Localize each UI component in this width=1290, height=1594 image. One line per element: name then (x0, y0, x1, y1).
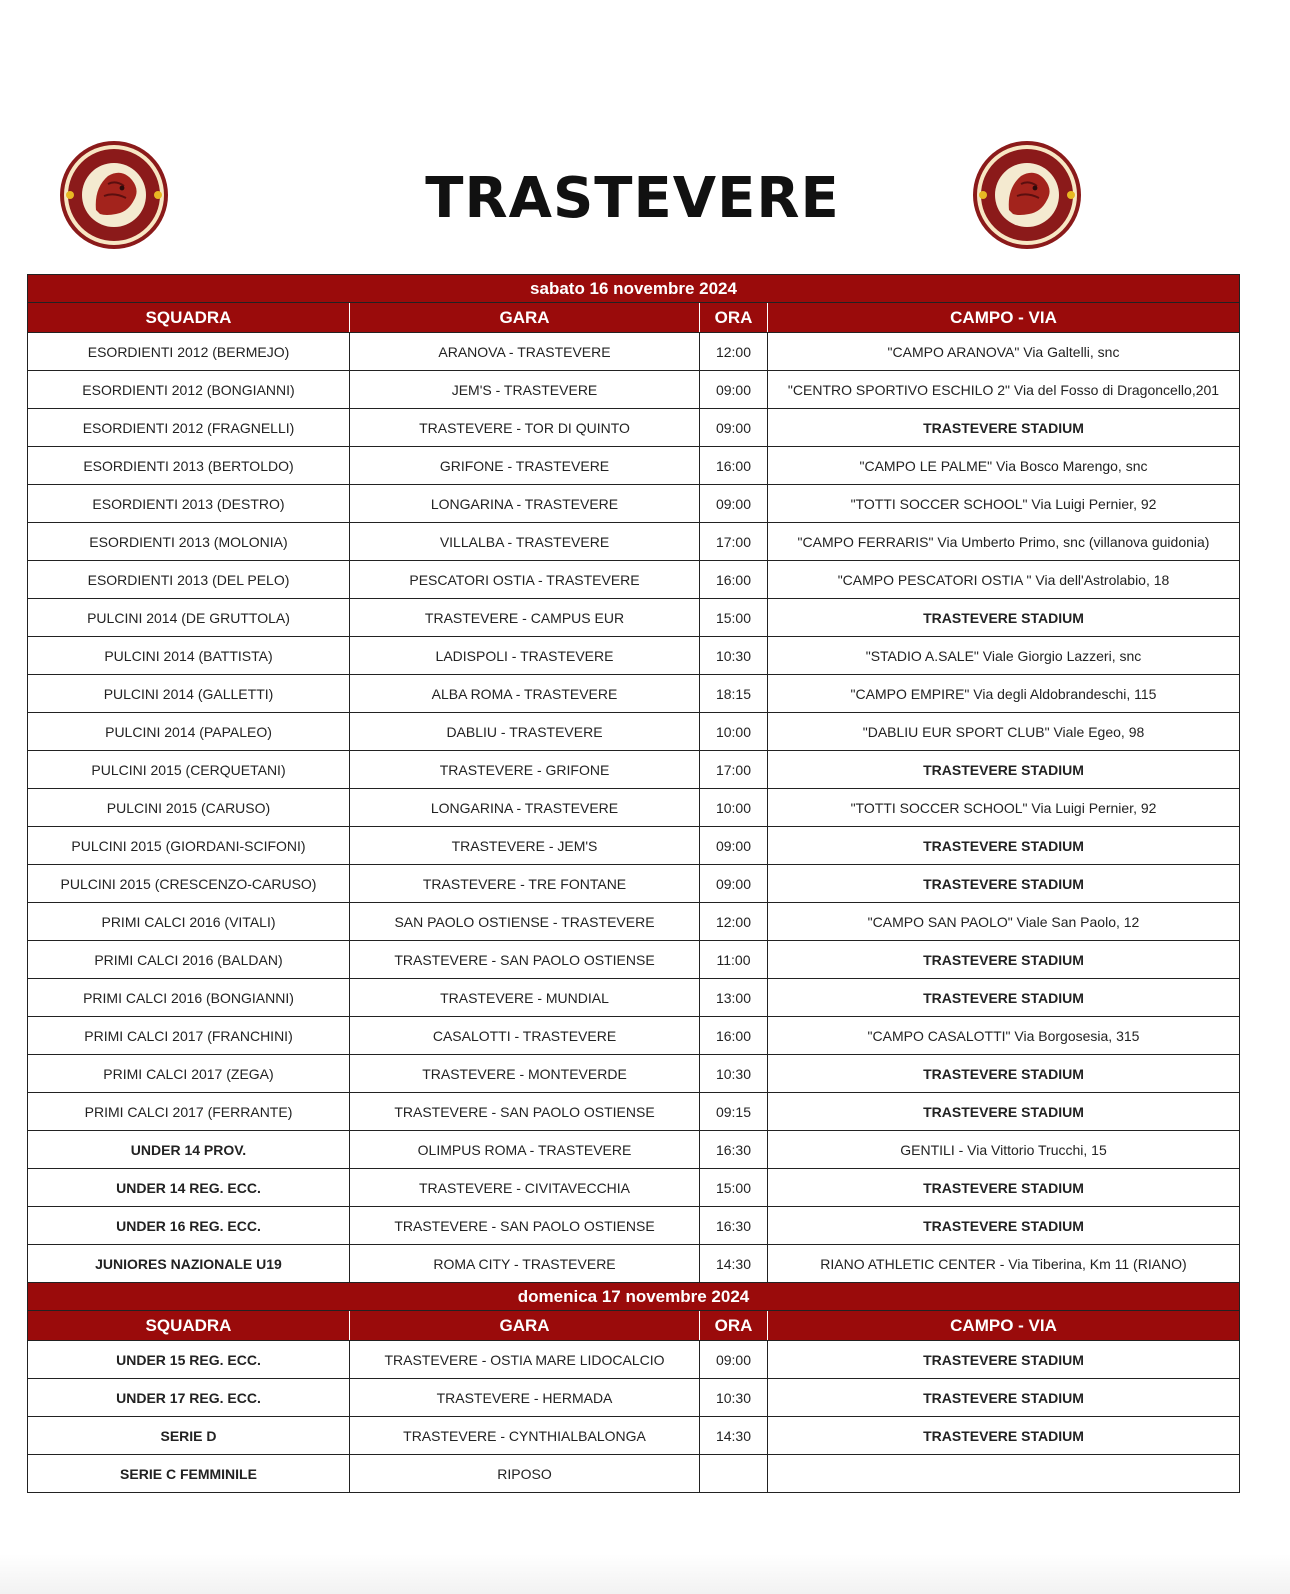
cell-ora: 16:00 (700, 561, 768, 599)
column-header-row (28, 1311, 1240, 1341)
cell-gara: PESCATORI OSTIA - TRASTEVERE (350, 561, 700, 599)
cell-gara: TRASTEVERE - CYNTHIALBALONGA (350, 1417, 700, 1455)
cell-squadra: PRIMI CALCI 2017 (ZEGA) (28, 1055, 350, 1093)
cell-gara: ARANOVA - TRASTEVERE (350, 333, 700, 371)
cell-ora (700, 1455, 768, 1493)
cell-squadra: PULCINI 2015 (CERQUETANI) (28, 751, 350, 789)
cell-campo: TRASTEVERE STADIUM (768, 599, 1240, 637)
cell-gara: ALBA ROMA - TRASTEVERE (350, 675, 700, 713)
cell-ora: 09:15 (700, 1093, 768, 1131)
cell-campo: TRASTEVERE STADIUM (768, 1379, 1240, 1417)
bottom-fade (0, 1554, 1290, 1594)
cell-campo: "STADIO A.SALE" Viale Giorgio Lazzeri, snc (768, 637, 1240, 675)
cell-gara: TRASTEVERE - TRE FONTANE (350, 865, 700, 903)
table-row (28, 1093, 1240, 1131)
cell-squadra: ESORDIENTI 2013 (DEL PELO) (28, 561, 350, 599)
cell-gara: TRASTEVERE - GRIFONE (350, 751, 700, 789)
cell-ora: 09:00 (700, 1341, 768, 1379)
cell-gara: ROMA CITY - TRASTEVERE (350, 1245, 700, 1283)
cell-gara: TRASTEVERE - TOR DI QUINTO (350, 409, 700, 447)
cell-campo: "DABLIU EUR SPORT CLUB" Viale Egeo, 98 (768, 713, 1240, 751)
cell-campo: "CAMPO ARANOVA" Via Galtelli, snc (768, 333, 1240, 371)
cell-squadra: UNDER 15 REG. ECC. (28, 1341, 350, 1379)
table-row (28, 409, 1240, 447)
table-row (28, 599, 1240, 637)
cell-ora: 10:00 (700, 713, 768, 751)
table-row (28, 675, 1240, 713)
table-row (28, 1131, 1240, 1169)
cell-squadra: SERIE C FEMMINILE (28, 1455, 350, 1493)
page-title: TRASTEVERE (425, 166, 840, 231)
cell-gara: TRASTEVERE - HERMADA (350, 1379, 700, 1417)
cell-campo: "CAMPO LE PALME" Via Bosco Marengo, snc (768, 447, 1240, 485)
cell-ora: 16:30 (700, 1131, 768, 1169)
cell-campo: "TOTTI SOCCER SCHOOL" Via Luigi Pernier, 92 (768, 485, 1240, 523)
day-header-row (28, 1283, 1240, 1311)
cell-gara: DABLIU - TRASTEVERE (350, 713, 700, 751)
cell-gara: TRASTEVERE - CAMPUS EUR (350, 599, 700, 637)
cell-gara: LONGARINA - TRASTEVERE (350, 485, 700, 523)
cell-gara: TRASTEVERE - CIVITAVECCHIA (350, 1169, 700, 1207)
cell-ora: 09:00 (700, 865, 768, 903)
table-row (28, 1379, 1240, 1417)
column-header-gara: GARA (350, 1311, 700, 1341)
cell-ora: 11:00 (700, 941, 768, 979)
cell-squadra: UNDER 14 REG. ECC. (28, 1169, 350, 1207)
cell-gara: TRASTEVERE - SAN PAOLO OSTIENSE (350, 941, 700, 979)
cell-campo: TRASTEVERE STADIUM (768, 941, 1240, 979)
cell-campo: "CAMPO CASALOTTI" Via Borgosesia, 315 (768, 1017, 1240, 1055)
table-row (28, 941, 1240, 979)
table-row (28, 1017, 1240, 1055)
cell-campo: RIANO ATHLETIC CENTER - Via Tiberina, Km 11 (RIANO) (768, 1245, 1240, 1283)
table-row (28, 485, 1240, 523)
table-row (28, 333, 1240, 371)
cell-squadra: PRIMI CALCI 2016 (VITALI) (28, 903, 350, 941)
column-header-row (28, 303, 1240, 333)
cell-ora: 14:30 (700, 1245, 768, 1283)
cell-ora: 10:30 (700, 1379, 768, 1417)
cell-gara: VILLALBA - TRASTEVERE (350, 523, 700, 561)
cell-squadra: PRIMI CALCI 2017 (FRANCHINI) (28, 1017, 350, 1055)
table-row (28, 903, 1240, 941)
table-row (28, 865, 1240, 903)
cell-gara: GRIFONE - TRASTEVERE (350, 447, 700, 485)
cell-squadra: UNDER 14 PROV. (28, 1131, 350, 1169)
day-header-row (28, 275, 1240, 303)
cell-campo: TRASTEVERE STADIUM (768, 827, 1240, 865)
cell-ora: 12:00 (700, 903, 768, 941)
cell-ora: 10:00 (700, 789, 768, 827)
cell-gara: JEM'S - TRASTEVERE (350, 371, 700, 409)
cell-gara: TRASTEVERE - OSTIA MARE LIDOCALCIO (350, 1341, 700, 1379)
cell-gara: LADISPOLI - TRASTEVERE (350, 637, 700, 675)
cell-ora: 10:30 (700, 1055, 768, 1093)
table-row (28, 827, 1240, 865)
cell-ora: 14:30 (700, 1417, 768, 1455)
cell-squadra: UNDER 17 REG. ECC. (28, 1379, 350, 1417)
cell-campo: TRASTEVERE STADIUM (768, 1055, 1240, 1093)
table-row (28, 637, 1240, 675)
cell-squadra: PRIMI CALCI 2017 (FERRANTE) (28, 1093, 350, 1131)
cell-squadra: ESORDIENTI 2012 (BONGIANNI) (28, 371, 350, 409)
column-header-ora: ORA (700, 303, 768, 333)
table-row (28, 789, 1240, 827)
table-row (28, 1169, 1240, 1207)
cell-ora: 17:00 (700, 523, 768, 561)
cell-campo: "CAMPO PESCATORI OSTIA " Via dell'Astrolabio, 18 (768, 561, 1240, 599)
cell-campo: TRASTEVERE STADIUM (768, 1093, 1240, 1131)
cell-squadra: PULCINI 2014 (PAPALEO) (28, 713, 350, 751)
cell-ora: 13:00 (700, 979, 768, 1017)
table-row (28, 371, 1240, 409)
cell-campo: TRASTEVERE STADIUM (768, 751, 1240, 789)
cell-squadra: ESORDIENTI 2013 (MOLONIA) (28, 523, 350, 561)
cell-campo: TRASTEVERE STADIUM (768, 979, 1240, 1017)
cell-gara: TRASTEVERE - MUNDIAL (350, 979, 700, 1017)
table-row (28, 979, 1240, 1017)
table-row (28, 1455, 1240, 1493)
cell-campo: "CAMPO SAN PAOLO" Viale San Paolo, 12 (768, 903, 1240, 941)
column-header-campo: CAMPO - VIA (768, 1311, 1240, 1341)
column-header-squadra: SQUADRA (28, 303, 350, 333)
cell-campo: "TOTTI SOCCER SCHOOL" Via Luigi Pernier, 92 (768, 789, 1240, 827)
cell-campo: TRASTEVERE STADIUM (768, 1207, 1240, 1245)
cell-gara: LONGARINA - TRASTEVERE (350, 789, 700, 827)
cell-squadra: ESORDIENTI 2012 (FRAGNELLI) (28, 409, 350, 447)
cell-campo: "CAMPO EMPIRE" Via degli Aldobrandeschi, 115 (768, 675, 1240, 713)
column-header-ora: ORA (700, 1311, 768, 1341)
day-label: sabato 16 novembre 2024 (28, 275, 1240, 303)
cell-squadra: PRIMI CALCI 2016 (BONGIANNI) (28, 979, 350, 1017)
cell-squadra: PULCINI 2014 (DE GRUTTOLA) (28, 599, 350, 637)
column-header-gara: GARA (350, 303, 700, 333)
cell-squadra: PULCINI 2014 (GALLETTI) (28, 675, 350, 713)
table-row (28, 713, 1240, 751)
cell-gara: SAN PAOLO OSTIENSE - TRASTEVERE (350, 903, 700, 941)
table-row (28, 1341, 1240, 1379)
cell-campo (768, 1455, 1240, 1493)
table-row (28, 1055, 1240, 1093)
cell-ora: 16:00 (700, 447, 768, 485)
cell-ora: 16:00 (700, 1017, 768, 1055)
cell-squadra: ESORDIENTI 2012 (BERMEJO) (28, 333, 350, 371)
cell-ora: 18:15 (700, 675, 768, 713)
cell-ora: 16:30 (700, 1207, 768, 1245)
cell-ora: 15:00 (700, 1169, 768, 1207)
table-row (28, 1245, 1240, 1283)
cell-squadra: PULCINI 2014 (BATTISTA) (28, 637, 350, 675)
cell-squadra: PULCINI 2015 (GIORDANI-SCIFONI) (28, 827, 350, 865)
table-row (28, 1417, 1240, 1455)
cell-gara: TRASTEVERE - SAN PAOLO OSTIENSE (350, 1093, 700, 1131)
cell-squadra: PULCINI 2015 (CRESCENZO-CARUSO) (28, 865, 350, 903)
cell-ora: 17:00 (700, 751, 768, 789)
cell-squadra: PULCINI 2015 (CARUSO) (28, 789, 350, 827)
schedule-table (27, 274, 1240, 1493)
cell-ora: 09:00 (700, 485, 768, 523)
cell-campo: "CAMPO FERRARIS" Via Umberto Primo, snc (villanova guidonia) (768, 523, 1240, 561)
cell-ora: 12:00 (700, 333, 768, 371)
table-row (28, 523, 1240, 561)
cell-gara: TRASTEVERE - JEM'S (350, 827, 700, 865)
table-row (28, 1207, 1240, 1245)
cell-campo: TRASTEVERE STADIUM (768, 865, 1240, 903)
cell-squadra: UNDER 16 REG. ECC. (28, 1207, 350, 1245)
cell-ora: 15:00 (700, 599, 768, 637)
cell-campo: TRASTEVERE STADIUM (768, 1341, 1240, 1379)
cell-campo: TRASTEVERE STADIUM (768, 1169, 1240, 1207)
cell-campo: TRASTEVERE STADIUM (768, 409, 1240, 447)
day-label: domenica 17 novembre 2024 (28, 1283, 1240, 1311)
cell-ora: 10:30 (700, 637, 768, 675)
cell-gara: RIPOSO (350, 1455, 700, 1493)
cell-ora: 09:00 (700, 827, 768, 865)
cell-gara: TRASTEVERE - SAN PAOLO OSTIENSE (350, 1207, 700, 1245)
cell-campo: "CENTRO SPORTIVO ESCHILO 2" Via del Fosso di Dragoncello,201 (768, 371, 1240, 409)
column-header-campo: CAMPO - VIA (768, 303, 1240, 333)
cell-squadra: SERIE D (28, 1417, 350, 1455)
table-row (28, 447, 1240, 485)
table-row (28, 561, 1240, 599)
cell-gara: CASALOTTI - TRASTEVERE (350, 1017, 700, 1055)
cell-ora: 09:00 (700, 371, 768, 409)
cell-campo: GENTILI - Via Vittorio Trucchi, 15 (768, 1131, 1240, 1169)
cell-squadra: ESORDIENTI 2013 (DESTRO) (28, 485, 350, 523)
cell-squadra: PRIMI CALCI 2016 (BALDAN) (28, 941, 350, 979)
table-row (28, 751, 1240, 789)
cell-squadra: JUNIORES NAZIONALE U19 (28, 1245, 350, 1283)
cell-gara: OLIMPUS ROMA - TRASTEVERE (350, 1131, 700, 1169)
cell-campo: TRASTEVERE STADIUM (768, 1417, 1240, 1455)
cell-squadra: ESORDIENTI 2013 (BERTOLDO) (28, 447, 350, 485)
cell-gara: TRASTEVERE - MONTEVERDE (350, 1055, 700, 1093)
column-header-squadra: SQUADRA (28, 1311, 350, 1341)
cell-ora: 09:00 (700, 409, 768, 447)
